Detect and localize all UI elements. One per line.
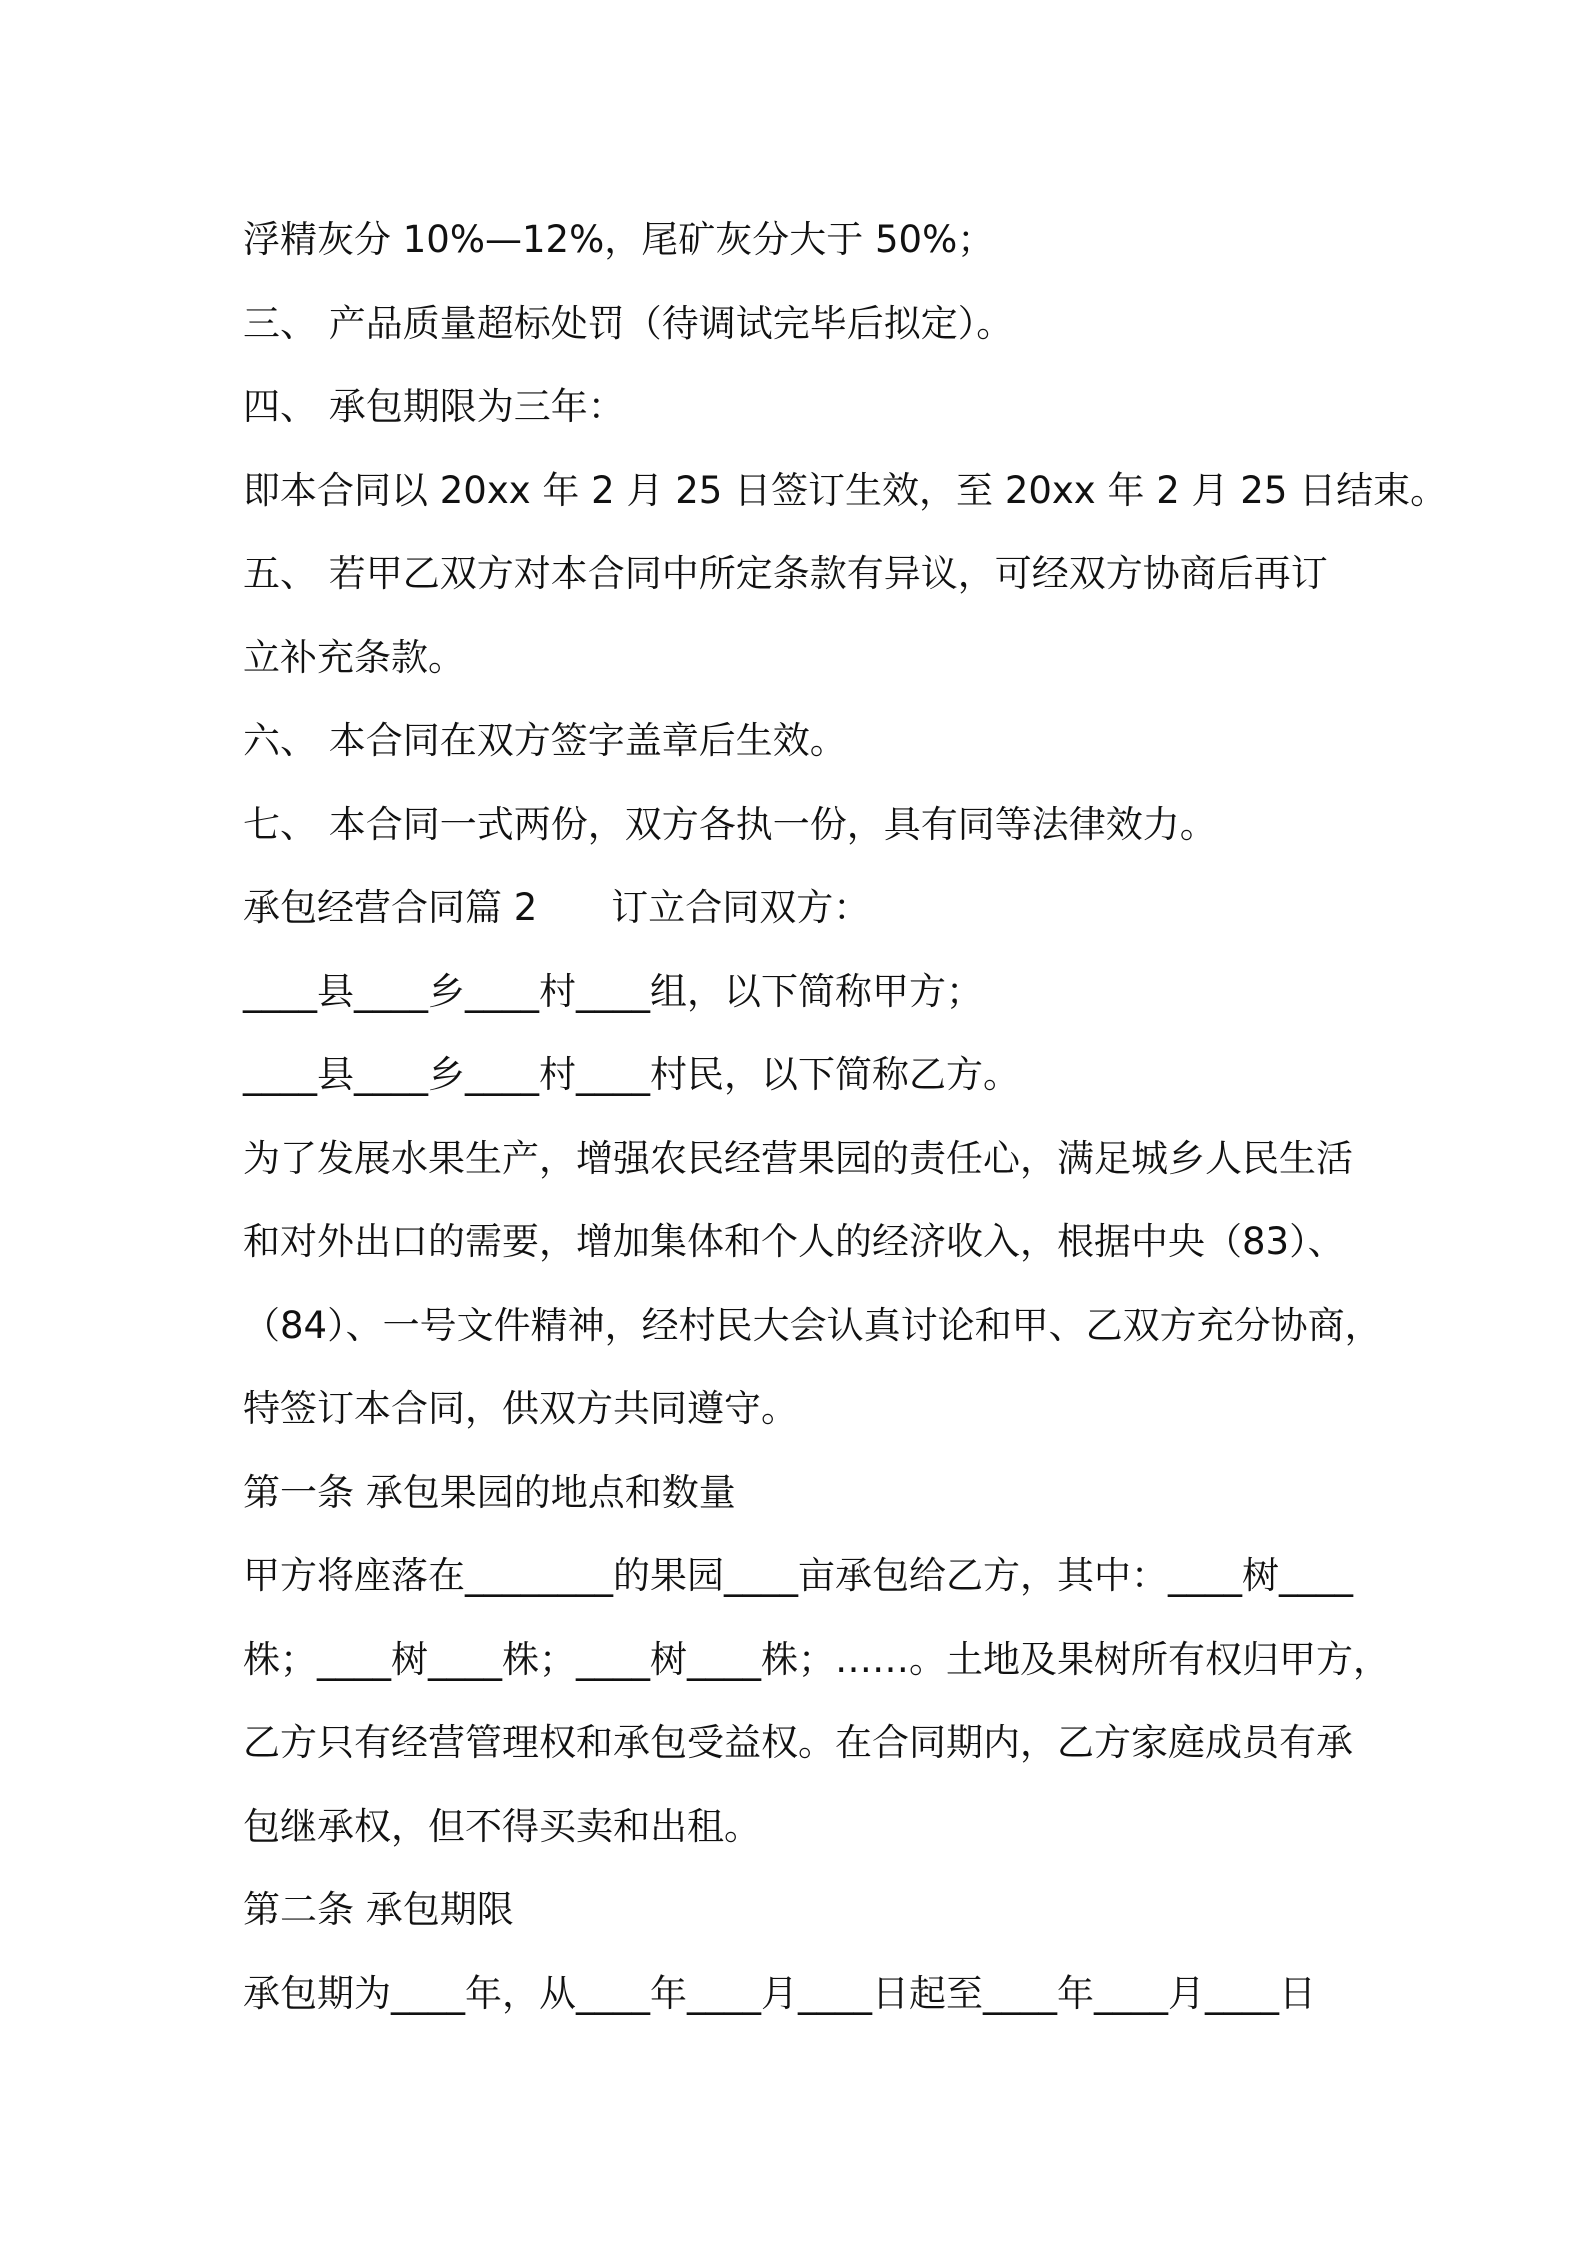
article-two-heading: 第二条 承包期限: [243, 1888, 514, 1931]
text-line: 特签订本合同，供双方共同遵守。: [243, 1387, 798, 1430]
clause-six: 六、 本合同在双方签字盖章后生效。: [243, 719, 847, 762]
text-line: 立补充条款。: [243, 635, 465, 679]
clause-seven: 七、 本合同一式两份，双方各执一份，具有同等法律效力。: [243, 802, 1217, 846]
article-one-heading: 第一条 承包果园的地点和数量: [243, 1470, 736, 1514]
text-line: 甲方将座落在________的果园____亩承包给乙方，其中：____树____: [243, 1554, 1353, 1597]
text-line: 承包期为____年，从____年____月____日起至____年____月____日: [243, 1971, 1316, 2015]
text-line: 为了发展水果生产，增强农民经营果园的责任心，满足城乡人民生活: [243, 1136, 1353, 1180]
section-heading: 承包经营合同篇 2 订立合同双方：: [243, 886, 871, 929]
text-line: 包继承权，但不得买卖和出租。: [243, 1804, 761, 1848]
clause-four: 四、 承包期限为三年：: [243, 385, 625, 428]
text-line: 株；____树____株；____树____株；……。土地及果树所有权归甲方，: [243, 1637, 1390, 1681]
text-line: 即本合同以 20xx 年 2 月 25 日签订生效，至 20xx 年 2 月 25 日结束。: [243, 468, 1448, 512]
text-line: 乙方只有经营管理权和承包受益权。在合同期内，乙方家庭成员有承: [243, 1721, 1353, 1764]
text-line: （84）、一号文件精神，经村民大会认真讨论和甲、乙双方充分协商，: [243, 1303, 1382, 1347]
document-body: [243, 198, 1448, 2035]
clause-three: 三、 产品质量超标处罚（待调试完毕后拟定）。: [243, 301, 1014, 345]
text-line: 和对外出口的需要，增加集体和个人的经济收入，根据中央（83）、: [243, 1220, 1345, 1263]
party-a-line: ____县____乡____村____组，以下简称甲方；: [243, 969, 983, 1013]
party-b-line: ____县____乡____村____村民，以下简称乙方。: [243, 1053, 1020, 1096]
clause-five: 五、 若甲乙双方对本合同中所定条款有异议，可经双方协商后再订: [243, 552, 1328, 595]
text-line: 浮精灰分 10%—12%，尾矿灰分大于 50%；: [243, 218, 995, 261]
